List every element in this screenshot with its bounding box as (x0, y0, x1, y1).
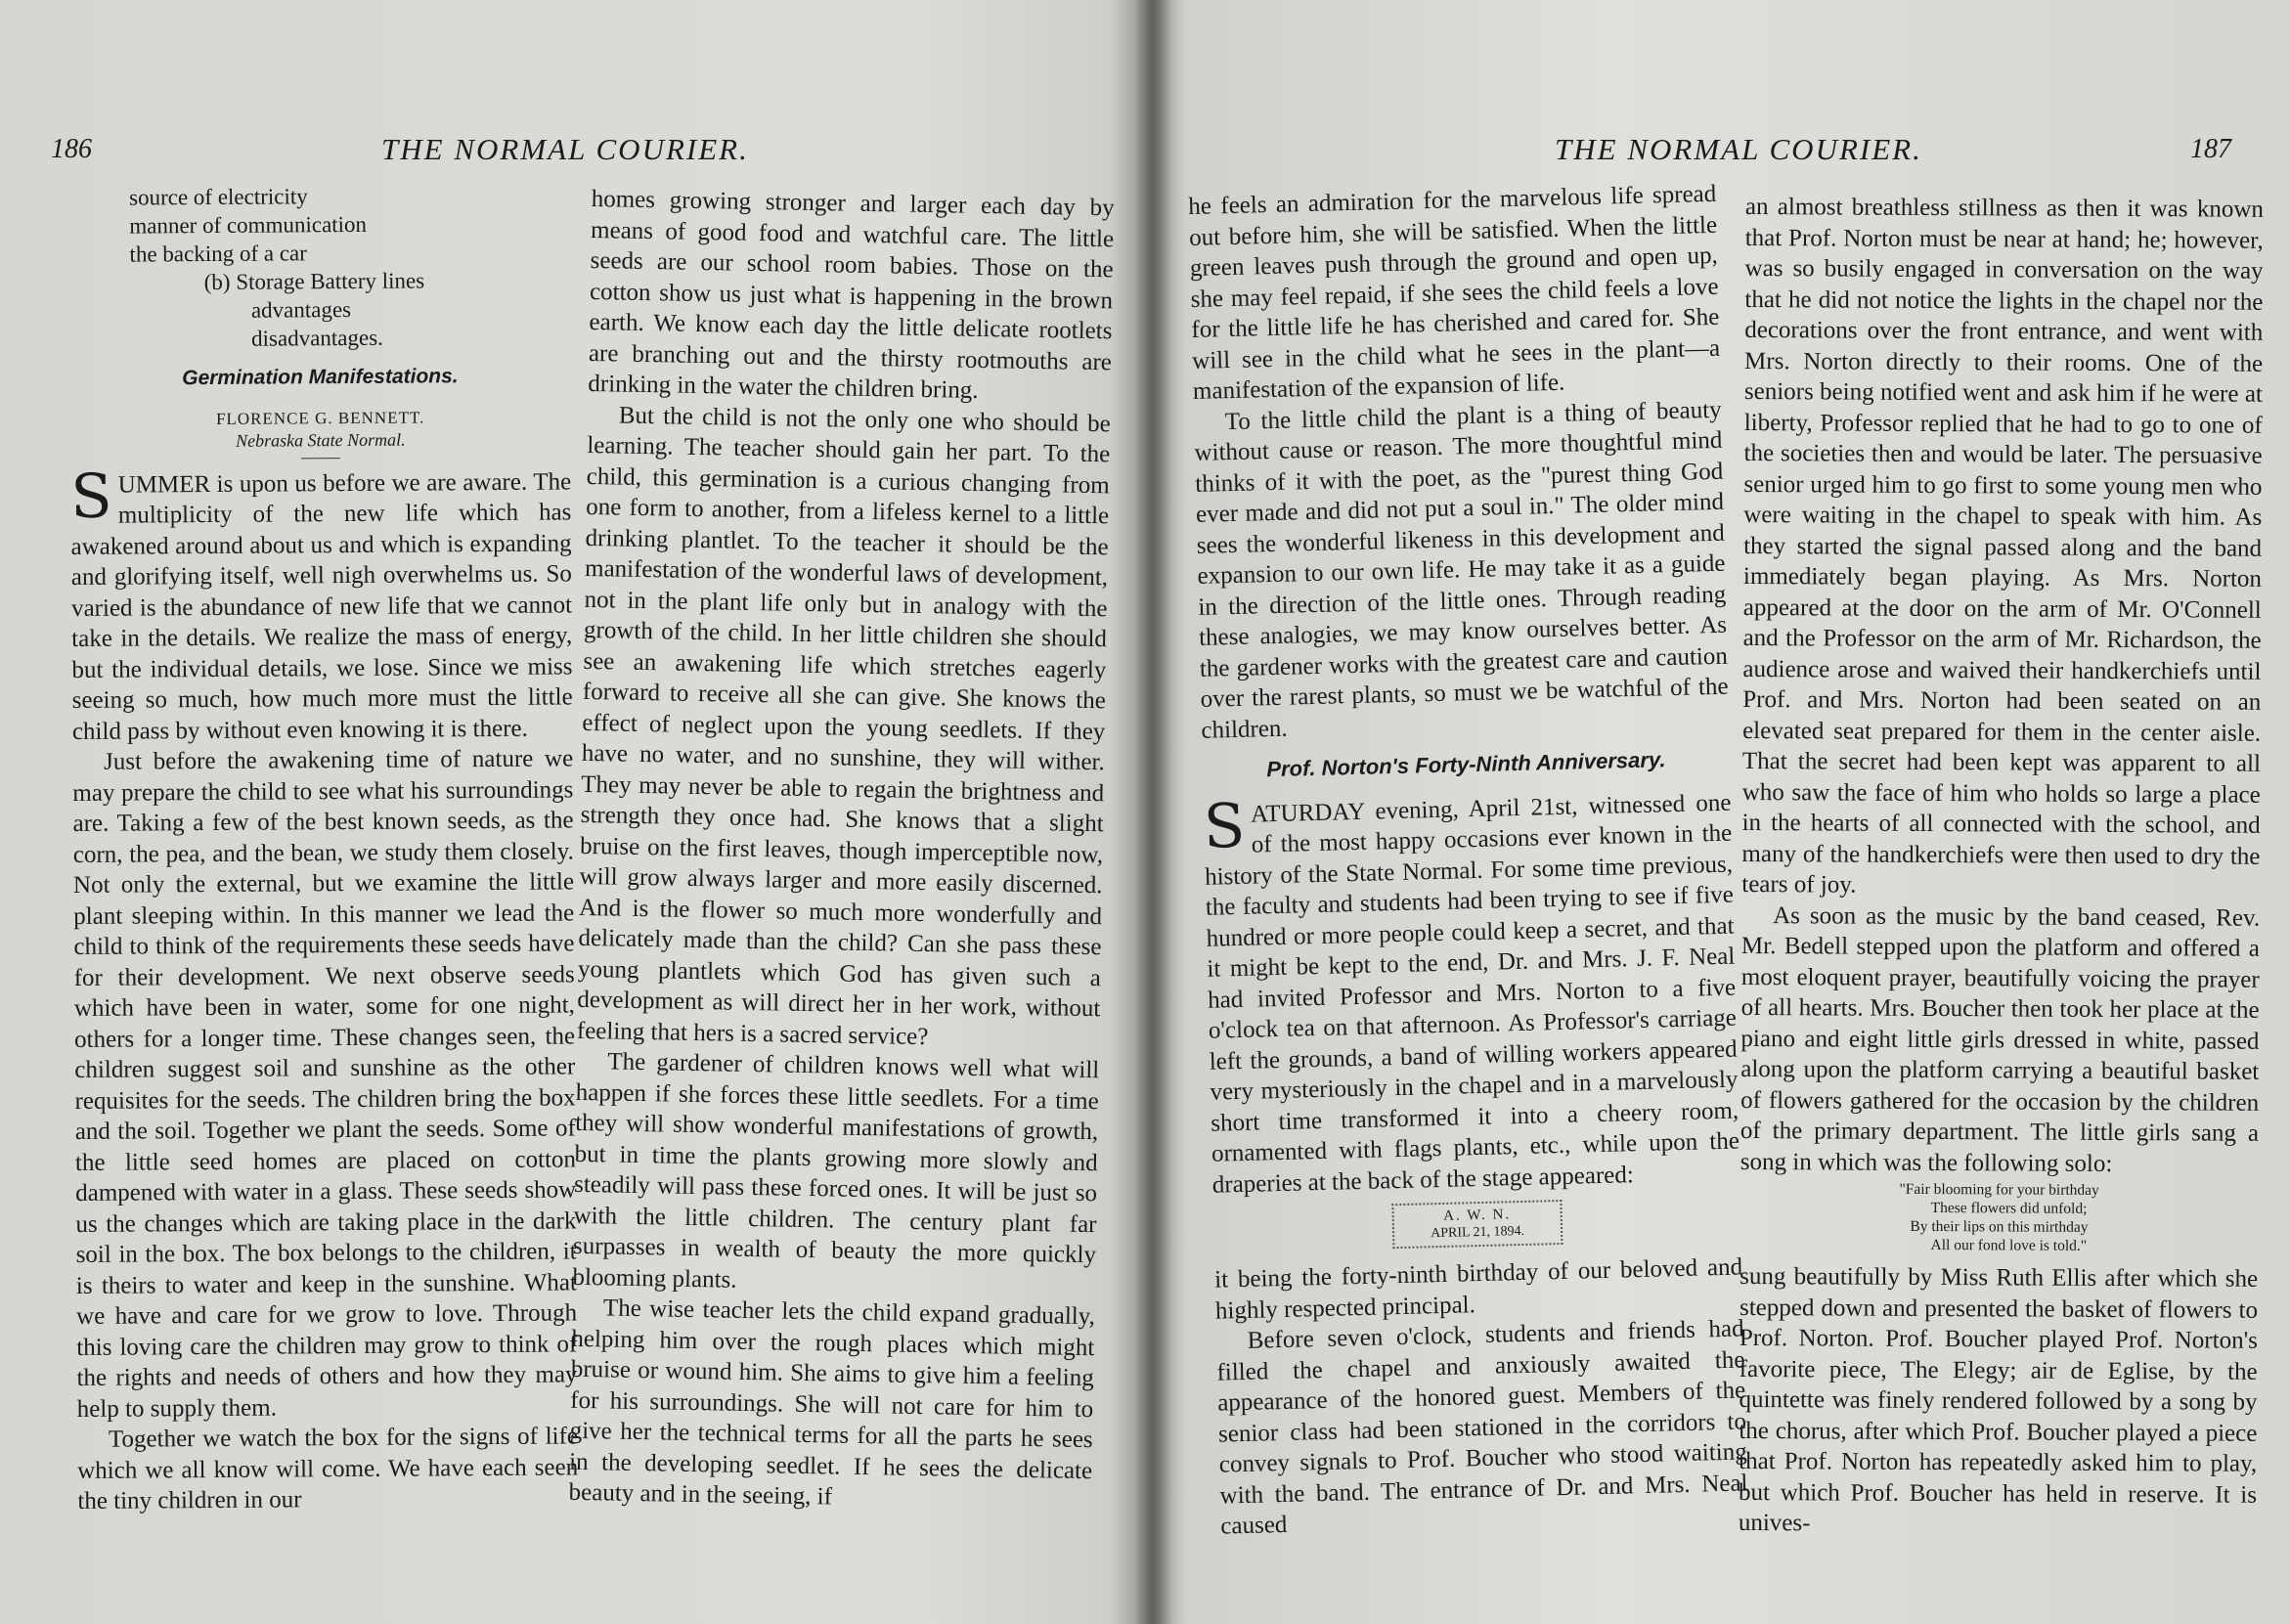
poem-line: These flowers did unfold; (1930, 1200, 2088, 1217)
flag-box (1391, 1200, 1563, 1249)
poem (1740, 1179, 2258, 1256)
paragraph: Together we watch the box for the signs of life which we all know will come. We have each seen the tiny children in our (77, 1423, 579, 1514)
drop-cap: S (1202, 789, 1247, 862)
paragraph: To the little child the plant is a thing of beauty without cause or reason. The more thoughtful mind thinks of it with the poet, as the "purest thing God ever made and did not put a soul in." The older mind sees the wonderful likeness in this development and expansion to our own life. He may take it as a guide in the direction of the little ones. Through reading these analogies, we may know ourselves better. As the gardener works with the greatest care and caution over the rarest plants, so must we be watchful of the children. (1194, 396, 1729, 744)
paragraph: The wise teacher lets the child expand gradually, helping him over the rough places which might bruise or wound him. She aims to give him a feeling for his surroundings. She will not care for him to give her the technical terms for all the parts he sees in the developing seedlet. If he sees the delicate beauty and in the seeing, if (568, 1295, 1096, 1511)
outline-item: advantages (250, 296, 352, 323)
outline-item: manner of communication (129, 211, 368, 239)
drop-cap: S (69, 460, 112, 532)
divider (301, 458, 340, 459)
flag-initials: A. W. N. (1443, 1207, 1512, 1224)
author-affiliation: Nebraska State Normal. (236, 429, 406, 451)
left-page-column-2 (568, 184, 1115, 1517)
paragraph: it being the forty-ninth birthday of our beloved and highly respected principal. (1213, 1253, 1743, 1325)
paragraph: Before seven o'clock, students and friends had filled the chapel and anxiously awaited the appearance of the honored guest. Members of the senior class had been stationed in the corridors to convey signals to Prof. Boucher who stood waiting with the band. The entrance of Dr. and Mrs. Neal caused (1216, 1315, 1748, 1540)
running-head-right: THE NORMAL COURIER. (1555, 132, 1922, 166)
page-number-left: 186 (51, 134, 92, 164)
poem-line: By their lips on this mirthday (1910, 1217, 2089, 1236)
paragraph: As soon as the music by the band ceased, Rev. Mr. Bedell stepped upon the platform and offered a most eloquent prayer, beautifully voicing the prayer of all hearts. Mrs. Boucher then took her place at the piano and eight little girls dressed in white, passed along upon the platform carrying a beautiful basket of flowers gathered for the occasion by the children of the primary department. The little girls sang a song in which was the following solo: (1740, 901, 2261, 1177)
paragraph: Just before the awakening time of nature we may prepare the child to see what his surroundings are. Taking a few of the best known seeds, as the corn, the pea, and the bean, we study them closely. Not only the external, but we examine the little plant sleeping within. In this manner we lead the child to think of the requirements these seeds have for their development. We next observe seeds which have been in water, some for one night, others for a longer time. These changes seen, the children suggest soil and sunshine as the other requisites for the seeds. The children bring the box and the soil. Together we plant the seeds. Some of the little seed homes are placed on cotton dampened with water in a glass. These seeds show us the changes which are taking place in the dark soil in the box. The box belongs to the children, it is theirs to water and keep in the sunshine. What we have and care for we grow to love. Through this loving care the children may grow to think of the rights and needs of others and how they may help to supply them. (72, 745, 578, 1423)
article-title: Prof. Norton's Forty-Ninth Anniversary. (1266, 747, 1666, 782)
left-page (0, 0, 1144, 1624)
page-number-right: 187 (2190, 134, 2231, 164)
outline-item: source of electricity (129, 184, 308, 210)
outline-item: the backing of a car (129, 241, 307, 267)
paragraph: homes growing stronger and larger each day by means of good food and watchful care. The little seeds are our school room babies. Those on the cotton show us just what is happening in the brown earth. We know each day the little delicate rootlets are branching out and the thirsty rootmouths are drinking in the water the children bring. (588, 185, 1115, 404)
outline-list (68, 180, 570, 354)
paragraph: But the child is not the only one who should be learning. The teacher should gain her part. To the child, this germination is a curious changing from one form to another, from a lifeless kernel to a little drinking plantlet. To the teacher it should be the manifestation of the wonderful laws of development, not in the plant life only but in analogy with the growth of the child. In her little children she should see an awakening life which stretches eagerly forward to receive all she can give. She knows the effect of neglect upon the young seedlets. If they have no water, and no sunshine, they will wither. They may never be able to regain the brightness and strength they once had. She knows that a slight bruise on the first leaves, though imperceptible now, will grow always larger and more easily discerned. And is the flower so much more wonderfully and delicately made than the child? Can she pass these young plantlets which God has given such a development as will direct her in her work, without feeling that hers is a sacred service? (576, 402, 1112, 1050)
right-page-column-1 (1188, 179, 1749, 1542)
article-title: Germination Manifestations. (182, 365, 459, 390)
paragraph: SATURDAY evening, April 21st, witnessed one of the most happy occasions ever known in the history of the State Normal. For some time previous, the faculty and students had been trying to see if five hundred or more people could keep a secret, and that it might be kept to the end, Dr. and Mrs. J. F. Neal had invited Professor and Mrs. Norton to a five o'clock tea on that afternoon. As Professor's carriage left the grounds, a band of willing workers appeared very mysteriously in the chapel and in a marvelously short time transformed it into a cheery room, ornamented with flags plants, etc., while upon the draperies at the back of the stage appeared: (1202, 789, 1740, 1199)
outline-item: disadvantages. (251, 325, 383, 351)
flag-date: APRIL 21, 1894. (1430, 1223, 1525, 1242)
left-page-column-1 (68, 180, 579, 1516)
author-byline: FLORENCE G. BENNETT. (215, 407, 425, 428)
running-head-left: THE NORMAL COURIER. (381, 132, 749, 166)
paragraph: SUMMER is upon us before we are aware. The multiplicity of the new life which has awakened around about us and which is expanding and glorifying itself, well nigh overwhelms us. So varied is the abundance of new life that we cannot take in the details. We realize the mass of energy, but the individual details, we lose. Since we miss seeing so much, how much more must the little child pass by without even knowing it is there. (69, 460, 573, 745)
right-page (1164, 0, 2290, 1624)
poem-line: All our fond love is told." (1930, 1237, 2088, 1254)
outline-item: (b) Storage Battery lines (203, 268, 425, 295)
paragraph: The gardener of children knows well what will happen if she forces these little seedlets. For a time they will show wonderful manifestations of growth, but in time the plants growing more slowly and steadily will pass these forced ones. It will be just so with the little children. The century plant far surpasses in wealth of beauty the more quickly blooming plants. (572, 1048, 1100, 1294)
paragraph: he feels an admiration for the marvelous life spread out before him, she will be satisfied. When the little green leaves push through the ground and open up, she may feel repaid, if she sees the child feels a love for the little life he has cherished and cared for. She will see in the child what he sees in the plant—a manifestation of the expansion of life. (1188, 180, 1721, 405)
paragraph: an almost breathless stillness as then it was known that Prof. Norton must be near at hand; he; however, was so busily engaged in conversation on the way that he did not notice the lights in the chapel nor the decorations over the front entrance, and went with Mrs. Norton directly to their rooms. One of the seniors being notified went and ask him if he were at liberty, Professor replied that he had to go to one of the societies then and would be later. The persuasive senior urged him to go first to some young men who were waiting in the chapel to speak with him. As they started the signal passed along and the band immediately began playing. As Mrs. Norton appeared at the door on the arm of Mr. O'Connell and the Professor on the arm of Mr. Richardson, the audience arose and waived their handkerchiefs until Prof. and Mrs. Norton had been seated on an elevated seat prepared for them in the center aisle. That the secret had been kept was apparent to all who saw the face of him who holds so large a place in the hearts of all connected with the school, and many of the handkerchiefs were then used to dry the tears of joy. (1741, 193, 2264, 899)
right-page-column-2 (1739, 192, 2264, 1541)
paragraph: sung beautifully by Miss Ruth Ellis after which she stepped down and presented the basket of flowers to Prof. Norton. Prof. Boucher played Prof. Norton's favorite piece, The Elegy; air de Eglise, by the quintette was finely rendered followed by a song by the chorus, after which Prof. Boucher played a piece that Prof. Norton has repeatedly asked him to play, but which Prof. Boucher has held in reserve. It is unives- (1738, 1262, 2259, 1537)
poem-line: "Fair blooming for your birthday (1899, 1180, 2099, 1199)
